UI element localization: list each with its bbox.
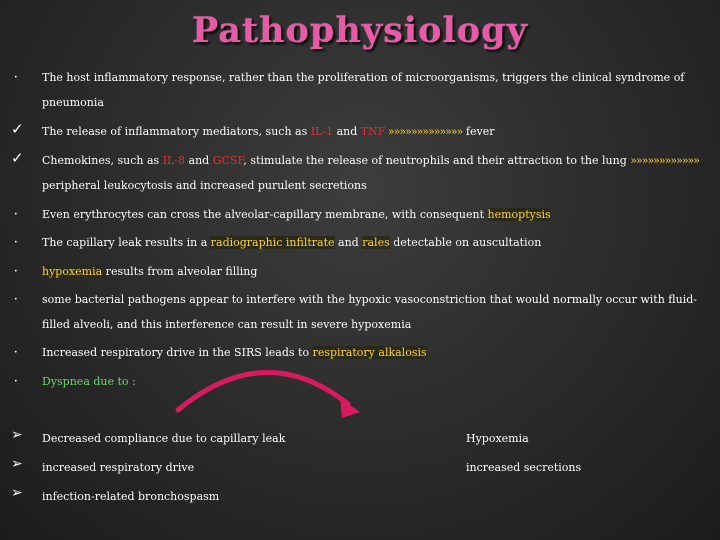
il1-term: IL-1: [310, 125, 334, 138]
text-line: The host inflammatory response, rather than the proliferation of microorganisms, triggers the clinical syndrome of: [42, 71, 685, 84]
check-icon: ✓: [11, 149, 24, 167]
tnf-term: TNF: [360, 125, 386, 138]
text-segment: detectable on auscultation: [389, 236, 542, 249]
bullet-dot: •: [14, 74, 18, 81]
text-line: some bacterial pathogens appear to interfere with the hypoxic vasoconstriction that would normally occur with fluid-: [42, 293, 698, 306]
arrow-bullet-icon: ➢: [11, 456, 23, 472]
list-item-left: Decreased compliance due to capillary leak: [42, 432, 286, 445]
infiltrate-term: radiographic infiltrate: [210, 236, 335, 249]
alkalosis-term: respiratory alkalosis: [312, 346, 427, 359]
text-segment: and: [333, 125, 361, 138]
dyspnea-heading: Dyspnea due to :: [42, 375, 136, 388]
text-segment: The capillary leak results in a: [42, 236, 211, 249]
list-item-left: infection-related bronchospasm: [42, 490, 220, 503]
text-line: pneumonia: [42, 96, 104, 109]
bullet-dot: •: [14, 349, 18, 356]
gcsf-term: GCSF: [212, 154, 244, 167]
text-segment: , stimulate the release of neutrophils and their attraction to the lung: [243, 154, 631, 167]
bullet-dot: •: [14, 378, 18, 385]
text-line: peripheral leukocytosis and increased purulent secretions: [42, 179, 367, 192]
text-segment: results from alveolar filling: [102, 265, 258, 278]
page-title: Pathophysiology: [191, 10, 529, 51]
list-item-right: increased secretions: [466, 461, 582, 474]
text-segment: The release of inflammatory mediators, such as: [42, 125, 311, 138]
text-segment: Increased respiratory drive in the SIRS leads to: [42, 346, 313, 359]
hypoxemia-term: hypoxemia: [42, 265, 103, 278]
list-item-right: Hypoxemia: [466, 432, 529, 445]
hemoptysis-term: hemoptysis: [487, 208, 551, 221]
text-segment: and: [334, 236, 363, 249]
arrow-bullet-icon: ➢: [11, 427, 23, 443]
arrows-glyphs: »»»»»»»»»»»»»: [385, 125, 463, 138]
text-segment: Chemokines, such as: [42, 154, 163, 167]
arrow-bullet-icon: ➢: [11, 485, 23, 501]
bullet-dot: •: [14, 211, 18, 218]
text-segment: and: [185, 154, 213, 167]
text-line: filled alveoli, and this interference can result in severe hypoxemia: [42, 318, 412, 331]
arrows-glyphs: »»»»»»»»»»»»: [630, 154, 700, 167]
text-segment: Even erythrocytes can cross the alveolar-capillary membrane, with consequent: [42, 208, 488, 221]
bullet-dot: •: [14, 268, 18, 275]
text-segment: fever: [462, 125, 495, 138]
il8-term: IL-8: [162, 154, 186, 167]
rales-term: rales: [362, 236, 390, 249]
bullet-dot: •: [14, 239, 18, 246]
check-icon: ✓: [11, 120, 24, 138]
bullet-dot: •: [14, 296, 18, 303]
list-item-left: increased respiratory drive: [42, 461, 195, 474]
